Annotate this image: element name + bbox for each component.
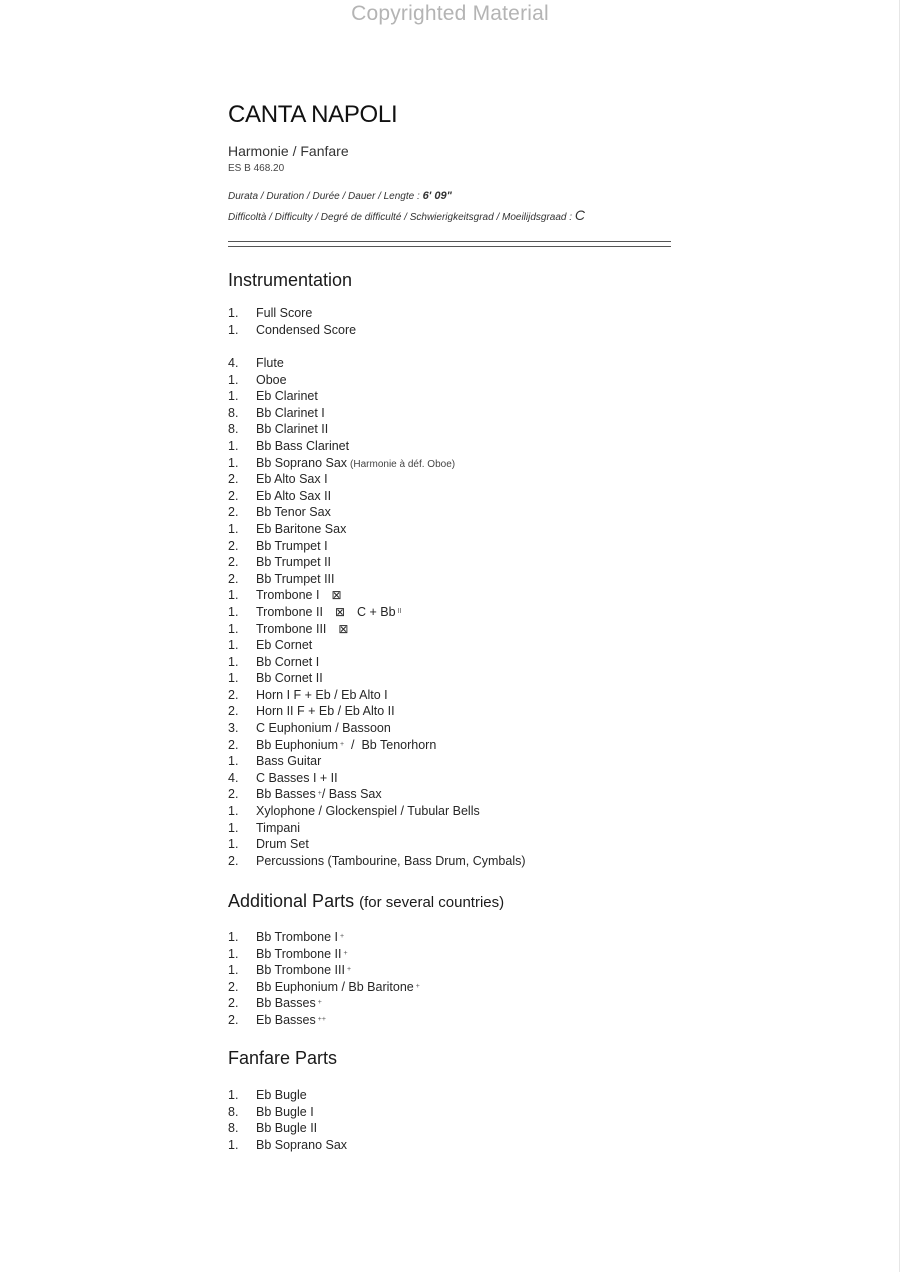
- item-name: [256, 703, 395, 720]
- item-label: Horn I F + Eb / Eb Alto I: [256, 687, 388, 702]
- subtitle: Harmonie / Fanfare: [228, 143, 349, 159]
- duration-line: [228, 190, 452, 202]
- item-name: [256, 753, 321, 770]
- item-name: [256, 388, 318, 405]
- item-label: Eb Baritone Sax: [256, 521, 347, 536]
- item-label: Trombone I: [256, 588, 320, 603]
- item-footnote-mark: +: [343, 949, 348, 957]
- item-label: Bb Trombone II: [256, 946, 342, 961]
- item-label: Bb Soprano Sax: [256, 1137, 348, 1152]
- item-name: [256, 355, 284, 372]
- additional-title-main: Additional Parts: [228, 891, 355, 911]
- item-name: [256, 929, 344, 946]
- item-quantity: 2.: [228, 853, 239, 868]
- item-label: Bb Euphonium: [256, 737, 339, 752]
- instrumentation-title: Instrumentation: [228, 270, 353, 290]
- item-name: [256, 1087, 307, 1104]
- item-label: Horn II F + Eb / Eb Alto II: [256, 704, 395, 719]
- item-name: [256, 521, 346, 538]
- item-quantity: 3.: [228, 721, 239, 736]
- item-name: [256, 538, 328, 555]
- item-label: Bb Bugle II: [256, 1121, 318, 1136]
- item-name: [256, 687, 388, 704]
- item-name: [256, 604, 401, 621]
- item-label: Bb Trumpet III: [256, 571, 335, 586]
- item-quantity: 1.: [228, 671, 239, 686]
- trombone-key-note: C + Bb: [357, 604, 396, 619]
- item-name: [256, 1012, 326, 1029]
- item-quantity: 2.: [228, 538, 239, 553]
- item-quantity: 8.: [228, 1121, 239, 1136]
- item-name: [256, 504, 331, 521]
- item-label: Eb Clarinet: [256, 389, 318, 404]
- item-name: [256, 979, 420, 996]
- item-footnote-mark: +: [415, 982, 420, 990]
- item-quantity: 4.: [228, 770, 239, 785]
- item-label: Bb Cornet II: [256, 671, 323, 686]
- item-quantity: 8.: [228, 405, 239, 420]
- item-name: [256, 836, 309, 853]
- item-quantity: 1.: [228, 306, 239, 320]
- item-quantity: 1.: [228, 588, 239, 603]
- item-name: [256, 946, 348, 963]
- item-name: [256, 637, 312, 654]
- item-quantity: 2.: [228, 704, 239, 719]
- item-label: Bb Trumpet II: [256, 555, 332, 570]
- item-quantity: 2.: [228, 472, 239, 487]
- item-name: [256, 305, 312, 322]
- difficulty-value: C: [574, 207, 585, 223]
- item-quantity: 2.: [228, 505, 239, 520]
- item-name: [256, 421, 328, 438]
- item-label: Bb Trombone I: [256, 930, 338, 944]
- item-quantity: 1.: [228, 963, 239, 978]
- item-quantity: 1.: [228, 837, 239, 852]
- item-label: Bb Cornet I: [256, 654, 320, 669]
- item-label: Eb Cornet: [256, 638, 313, 653]
- item-quantity: 1.: [228, 638, 239, 653]
- item-quantity: 1.: [228, 438, 239, 453]
- item-quantity: 4.: [228, 356, 239, 370]
- item-quantity: 1.: [228, 372, 239, 387]
- item-label-tail: / Bass Sax: [321, 787, 382, 802]
- item-label: Bb Trombone III: [256, 963, 345, 978]
- item-label: C Euphonium / Bassoon: [256, 721, 391, 736]
- item-name: [256, 737, 436, 754]
- item-label: Bb Clarinet I: [256, 405, 325, 420]
- difficulty-line: [228, 207, 585, 223]
- item-label: Bb Basses: [256, 996, 316, 1011]
- item-footnote-mark: +: [340, 740, 345, 748]
- item-quantity: 1.: [228, 946, 239, 961]
- catalog-code: ES B 468.20: [228, 163, 285, 174]
- item-name: [256, 654, 319, 671]
- item-name: [256, 720, 391, 737]
- item-quantity: 1.: [228, 654, 239, 669]
- item-quantity: 1.: [228, 754, 239, 769]
- item-footnote-mark: +: [346, 966, 352, 974]
- item-quantity: 2.: [228, 737, 239, 752]
- item-quantity: 1.: [228, 1088, 239, 1102]
- item-quantity: 2.: [228, 687, 239, 702]
- item-quantity: 2.: [228, 1012, 239, 1027]
- item-name: [256, 803, 480, 820]
- page-title: CANTA NAPOLI: [228, 101, 398, 128]
- item-label: Bb Bass Clarinet: [256, 438, 350, 453]
- fanfare-title: Fanfare Parts: [228, 1048, 338, 1068]
- boxed-x-icon: ⊠: [331, 588, 342, 603]
- item-quantity: 8.: [228, 1104, 239, 1119]
- item-label: C Basses I + II: [256, 770, 338, 785]
- item-name: [256, 820, 300, 837]
- item-quantity: 1.: [228, 804, 239, 819]
- item-quantity: 1.: [228, 604, 239, 619]
- item-name: [256, 405, 325, 422]
- item-name: [256, 554, 331, 571]
- item-quantity: 2.: [228, 571, 239, 586]
- item-label: Bass Guitar: [256, 754, 322, 769]
- item-footnote-mark: +: [340, 933, 345, 940]
- item-quantity: 1.: [228, 322, 239, 337]
- item-name: [256, 1104, 314, 1121]
- trombone-key-note-sup: II: [397, 607, 402, 615]
- item-label: Bb Trumpet I: [256, 538, 328, 553]
- boxed-x-icon: ⊠: [338, 621, 349, 636]
- item-quantity: 1.: [228, 521, 239, 536]
- item-name: [256, 995, 322, 1012]
- item-label: Bb Basses: [256, 787, 316, 802]
- item-quantity: 1.: [228, 1137, 239, 1152]
- item-footnote-mark: ++: [317, 1015, 326, 1023]
- item-quantity: 2.: [228, 555, 239, 570]
- item-quantity: 8.: [228, 422, 239, 437]
- item-label: Flute: [256, 356, 284, 370]
- item-label: Bb Bugle I: [256, 1104, 314, 1119]
- item-name: [256, 1137, 347, 1154]
- item-label: Bb Soprano Sax: [256, 455, 348, 470]
- item-label: Condensed Score: [256, 322, 357, 337]
- item-quantity: 1.: [228, 455, 239, 470]
- item-name: [256, 438, 349, 455]
- item-quantity: 2.: [228, 488, 239, 503]
- duration-value: 6' 09": [422, 190, 452, 202]
- item-label: Eb Bugle: [256, 1088, 307, 1102]
- item-name: [256, 571, 335, 588]
- item-label: Drum Set: [256, 837, 309, 852]
- item-name: [256, 322, 356, 339]
- boxed-x-icon: ⊠: [334, 604, 345, 619]
- item-name: [256, 621, 348, 638]
- item-label: Eb Alto Sax I: [256, 472, 328, 487]
- item-label: Eb Basses: [256, 1012, 316, 1027]
- item-name: [256, 587, 342, 604]
- item-name: [256, 1120, 317, 1137]
- item-quantity: 2.: [228, 787, 239, 802]
- difficulty-label: Difficoltà / Difficulty / Degré de difficulté / Schwierigkeitsgrad / Moeilijdsgraad :: [228, 212, 573, 223]
- additional-title-sub: (for several countries): [359, 894, 505, 911]
- item-name: [256, 488, 331, 505]
- item-label: Eb Alto Sax II: [256, 488, 332, 503]
- item-quantity: 1.: [228, 820, 239, 835]
- item-label: Timpani: [256, 820, 300, 835]
- item-label: Bb Euphonium / Bb Baritone: [256, 979, 414, 994]
- divider-bottom: [228, 246, 671, 247]
- item-name: [256, 962, 351, 979]
- item-label-tail: / Bb Tenorhorn: [344, 737, 437, 752]
- item-label: Percussions (Tambourine, Bass Drum, Cymbals): [256, 853, 526, 868]
- item-label: Full Score: [256, 306, 313, 320]
- item-name: [256, 372, 287, 389]
- item-quantity: 1.: [228, 621, 239, 636]
- item-label: Trombone II: [256, 604, 323, 619]
- item-label: Xylophone / Glockenspiel / Tubular Bells: [256, 804, 480, 819]
- item-quantity: 2.: [228, 979, 239, 994]
- watermark: Copyrighted Material: [351, 2, 549, 25]
- item-quantity: 2.: [228, 996, 239, 1011]
- item-quantity: 1.: [228, 389, 239, 404]
- duration-label: Durata / Duration / Durée / Dauer / Lengte :: [228, 191, 420, 202]
- item-note: (Harmonie à déf. Oboe): [350, 458, 456, 470]
- divider-top: [228, 241, 671, 242]
- item-label: Bb Tenor Sax: [256, 505, 331, 520]
- item-footnote-mark: +: [317, 999, 322, 1007]
- item-label: Oboe: [256, 372, 287, 387]
- item-name: [256, 786, 382, 803]
- item-name: [256, 670, 323, 687]
- item-name: [256, 853, 526, 870]
- item-name: [256, 770, 338, 787]
- item-name: [256, 471, 328, 488]
- item-label: Trombone III: [256, 621, 327, 636]
- item-quantity: 1.: [228, 930, 239, 944]
- item-footnote-mark: +: [317, 790, 322, 798]
- additional-title: [228, 891, 504, 912]
- item-label: Bb Clarinet II: [256, 422, 329, 437]
